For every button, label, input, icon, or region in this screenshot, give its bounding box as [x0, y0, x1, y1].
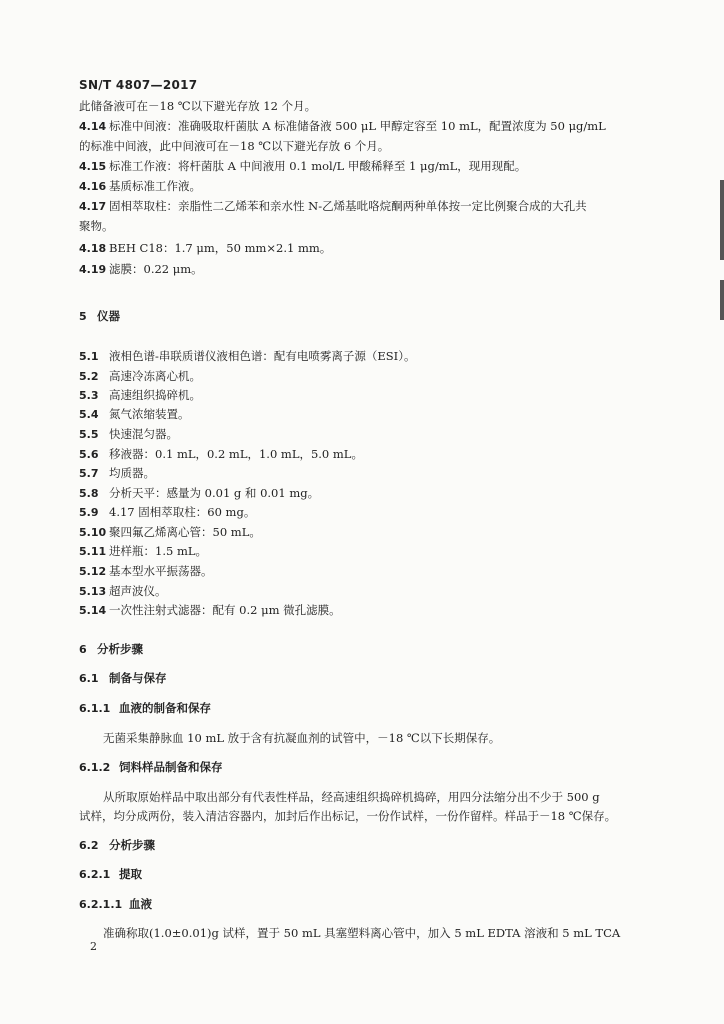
section-6-1-1-heading: 6.1.1 血液的制备和保存 [79, 701, 211, 715]
item-4-18: 4.18 BEH C18：1.7 μm，50 mm×2.1 mm。 [79, 241, 332, 255]
section-6-2-1-1-heading: 6.2.1.1 血液 [79, 897, 152, 911]
instrument-item: 5.5 快速混匀器。 [79, 427, 178, 441]
item-4-14: 4.14 标准中间液：准确吸取杆菌肽 A 标准储备液 500 μL 甲醇定容至 10 mL，配置浓度为 50 μg/mL [79, 119, 606, 133]
page-number: 2 [90, 940, 97, 953]
scan-edge-mark [720, 180, 724, 260]
instrument-item: 5.14 一次性注射式滤器：配有 0.2 μm 微孔滤膜。 [79, 603, 341, 617]
instrument-item: 5.2 高速冷冻离心机。 [79, 369, 201, 383]
item-4-16: 4.16 基质标准工作液。 [79, 179, 201, 193]
paragraph-6-1-2: 从所取原始样品中取出部分有代表性样品，经高速组织捣碎机捣碎，用四分法缩分出不少于 500 g [103, 790, 600, 804]
instrument-item: 5.8 分析天平：感量为 0.01 g 和 0.01 mg。 [79, 486, 320, 500]
paragraph-6-1-1: 无菌采集静脉血 10 mL 放于含有抗凝血剂的试管中，－18 ℃以下长期保存。 [103, 731, 501, 745]
instrument-item: 5.12 基本型水平振荡器。 [79, 564, 213, 578]
standard-number-header: SN/T 4807—2017 [79, 78, 198, 92]
item-4-15: 4.15 标准工作液：将杆菌肽 A 中间液用 0.1 mol/L 甲酸稀释至 1 μg/mL，现用现配。 [79, 159, 527, 173]
instrument-item: 5.1 液相色谱-串联质谱仪液相色谱：配有电喷雾离子源（ESI）。 [79, 349, 416, 363]
section-6-1-2-heading: 6.1.2 饲料样品制备和保存 [79, 760, 223, 774]
text-line: 此储备液可在－18 ℃以下避光存放 12 个月。 [79, 99, 317, 113]
item-4-17: 4.17 固相萃取柱：亲脂性二乙烯苯和亲水性 N-乙烯基吡咯烷酮两种单体按一定比例聚合成的大孔共 [79, 199, 587, 213]
instrument-item: 5.13 超声波仪。 [79, 584, 167, 598]
section-6-1-heading: 6.1 制备与保存 [79, 671, 167, 685]
instrument-item: 5.3 高速组织捣碎机。 [79, 388, 201, 402]
instrument-item: 5.11 进样瓶：1.5 mL。 [79, 544, 207, 558]
section-6-2-1-heading: 6.2.1 提取 [79, 867, 142, 881]
instrument-item: 5.9 4.17 固相萃取柱：60 mg。 [79, 505, 256, 519]
instrument-item: 5.4 氮气浓缩装置。 [79, 407, 190, 421]
text-line: 聚物。 [79, 219, 114, 233]
item-4-19: 4.19 滤膜：0.22 μm。 [79, 262, 203, 276]
section-5-heading: 5 仪器 [79, 309, 120, 323]
instrument-item: 5.7 均质器。 [79, 466, 155, 480]
instrument-item: 5.10 聚四氟乙烯离心管：50 mL。 [79, 525, 261, 539]
section-6-2-heading: 6.2 分析步骤 [79, 838, 155, 852]
instrument-item: 5.6 移液器：0.1 mL，0.2 mL，1.0 mL，5.0 mL。 [79, 447, 363, 461]
section-6-heading: 6 分析步骤 [79, 642, 143, 656]
text-line: 的标准中间液，此中间液可在－18 ℃以下避光存放 6 个月。 [79, 139, 390, 153]
paragraph-6-2-1-1: 准确称取(1.0±0.01)g 试样，置于 50 mL 具塞塑料离心管中，加入 5 mL EDTA 溶液和 5 mL TCA [103, 926, 621, 940]
paragraph-6-1-2-cont: 试样，均分成两份，装入清洁容器内，加封后作出标记，一份作试样，一份作留样。样品于－18 ℃保存。 [79, 809, 617, 823]
scan-edge-mark [720, 280, 724, 320]
